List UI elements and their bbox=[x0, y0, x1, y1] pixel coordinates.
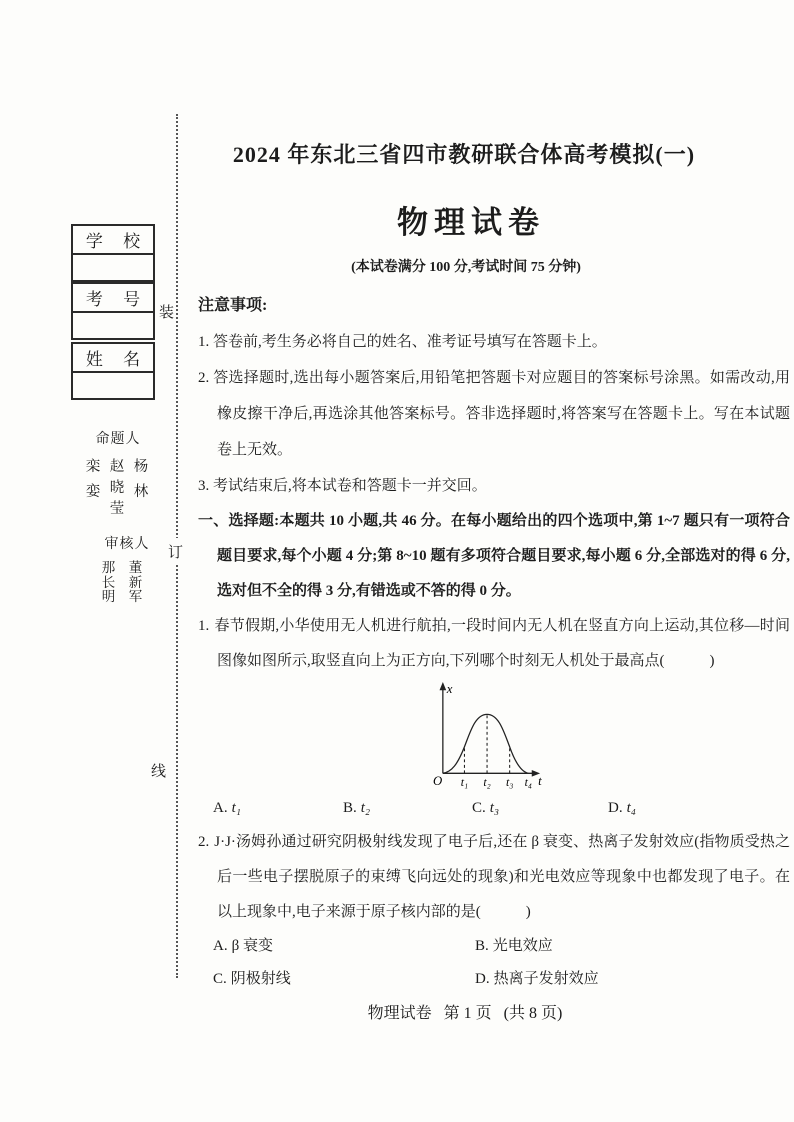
question-1 bbox=[198, 609, 790, 679]
tick-label-t4: t₄ bbox=[524, 776, 533, 790]
question-2-number: 2. bbox=[198, 834, 210, 850]
name-field-box bbox=[71, 342, 155, 400]
question-1-text: 春节假期,小华使用无人机进行航拍,一段时间内无人机在竖直方向上运动,其位移—时间图像如图所示,取竖直向上为正方向,下列哪个时刻无人机处于最高点( ) bbox=[214, 618, 790, 669]
exam-number-label: 考 号 bbox=[73, 284, 153, 313]
school-blank-cell bbox=[73, 255, 153, 280]
school-field-box bbox=[71, 224, 155, 282]
exam-meta: (本试卷满分 100 分,考试时间 75 分钟) bbox=[351, 260, 581, 275]
question-1-options bbox=[198, 791, 790, 825]
reviewer-heading: 审核人 bbox=[104, 537, 150, 552]
origin-label: O bbox=[433, 774, 443, 789]
tick-label-t2: t₂ bbox=[483, 776, 491, 790]
q2-option-d: D. 热离子发射效应 bbox=[475, 971, 599, 987]
q2-option-b: B. 光电效应 bbox=[475, 938, 553, 954]
binding-char-xian: 线 bbox=[150, 757, 167, 784]
question-1-number: 1. bbox=[198, 618, 210, 634]
binding-char-ding: 订 bbox=[167, 538, 184, 565]
binding-char-zhuang: 装 bbox=[158, 298, 175, 325]
displacement-time-graph bbox=[423, 679, 558, 791]
reviewer-name-2: 董 新 军 bbox=[128, 560, 143, 604]
name-blank-cell bbox=[73, 373, 153, 398]
proposer-name-3: 杨 林 bbox=[133, 459, 149, 500]
section-intro: 一、选择题:本题共 10 小题,共 46 分。在每小题给出的四个选项中,第 1~7 题只有一项符合题目要求,每个小题 4 分;第 8~10 题有多项符合题目要求,每小题 6 分,全部选对的得 6 分,选对但不全的得 3 分,有错选或不答的得 0 分。 bbox=[198, 513, 790, 599]
proposer-names bbox=[85, 455, 149, 517]
subject-title: 物理试卷 bbox=[397, 205, 545, 240]
main-content bbox=[198, 0, 790, 1024]
question-2-text: J·J·汤姆孙通过研究阴极射线发现了电子后,还在 β 衰变、热离子发射效应(指物质受热之后一些电子摆脱原子的束缚飞向远处的现象)和光电效应等现象中也都发现了电子。在以上现象中,电子来源于原子核内部的是( ) bbox=[214, 834, 790, 920]
school-label: 学 校 bbox=[73, 226, 153, 255]
x-axis-label: t bbox=[538, 774, 542, 789]
q1-option-b: B. t₂ bbox=[343, 800, 371, 816]
tick-label-t1: t₁ bbox=[460, 776, 469, 790]
page-footer: 物理试卷 第 1 页 (共 8 页) bbox=[367, 1005, 563, 1022]
exam-number-blank-cell bbox=[73, 313, 153, 338]
question-2-options bbox=[198, 930, 790, 996]
proposer-name-2: 赵 晓 莹 bbox=[109, 459, 125, 517]
reviewer-name-1: 那 长 明 bbox=[101, 560, 116, 604]
notice-item-2: 2. 答选择题时,选出每小题答案后,用铅笔把答题卡对应题目的答案标号涂黑。如需改动,用橡皮擦干净后,再选涂其他答案标号。答非选择题时,将答案写在答题卡上。写在本试题卷上无效。 bbox=[198, 370, 790, 458]
exam-number-field-box bbox=[71, 282, 155, 340]
tick-label-t3: t₃ bbox=[505, 776, 514, 790]
question-2 bbox=[198, 825, 790, 930]
q2-option-c: C. 阴极射线 bbox=[213, 971, 291, 987]
notice-item-3: 3. 考试结束后,将本试卷和答题卡一并交回。 bbox=[198, 478, 487, 494]
name-label: 姓 名 bbox=[73, 344, 153, 373]
y-axis-arrow bbox=[440, 682, 447, 690]
q1-option-d: D. t₄ bbox=[608, 800, 636, 816]
proposer-heading: 命题人 bbox=[95, 432, 141, 447]
exam-title: 2024 年东北三省四市教研联合体高考模拟(一) bbox=[232, 142, 696, 167]
q1-option-a: A. t₁ bbox=[213, 800, 241, 816]
notice-item-1: 1. 答卷前,考生务必将自己的姓名、准考证号填写在答题卡上。 bbox=[198, 334, 607, 350]
displacement-curve bbox=[443, 714, 528, 773]
y-axis-label: x bbox=[446, 681, 453, 696]
proposer-name-1: 栾 娈 bbox=[85, 459, 101, 500]
reviewer-names bbox=[101, 561, 143, 605]
notice-heading: 注意事项: bbox=[198, 297, 268, 314]
q2-option-a: A. β 衰变 bbox=[213, 938, 273, 954]
q1-option-c: C. t₃ bbox=[472, 800, 500, 816]
